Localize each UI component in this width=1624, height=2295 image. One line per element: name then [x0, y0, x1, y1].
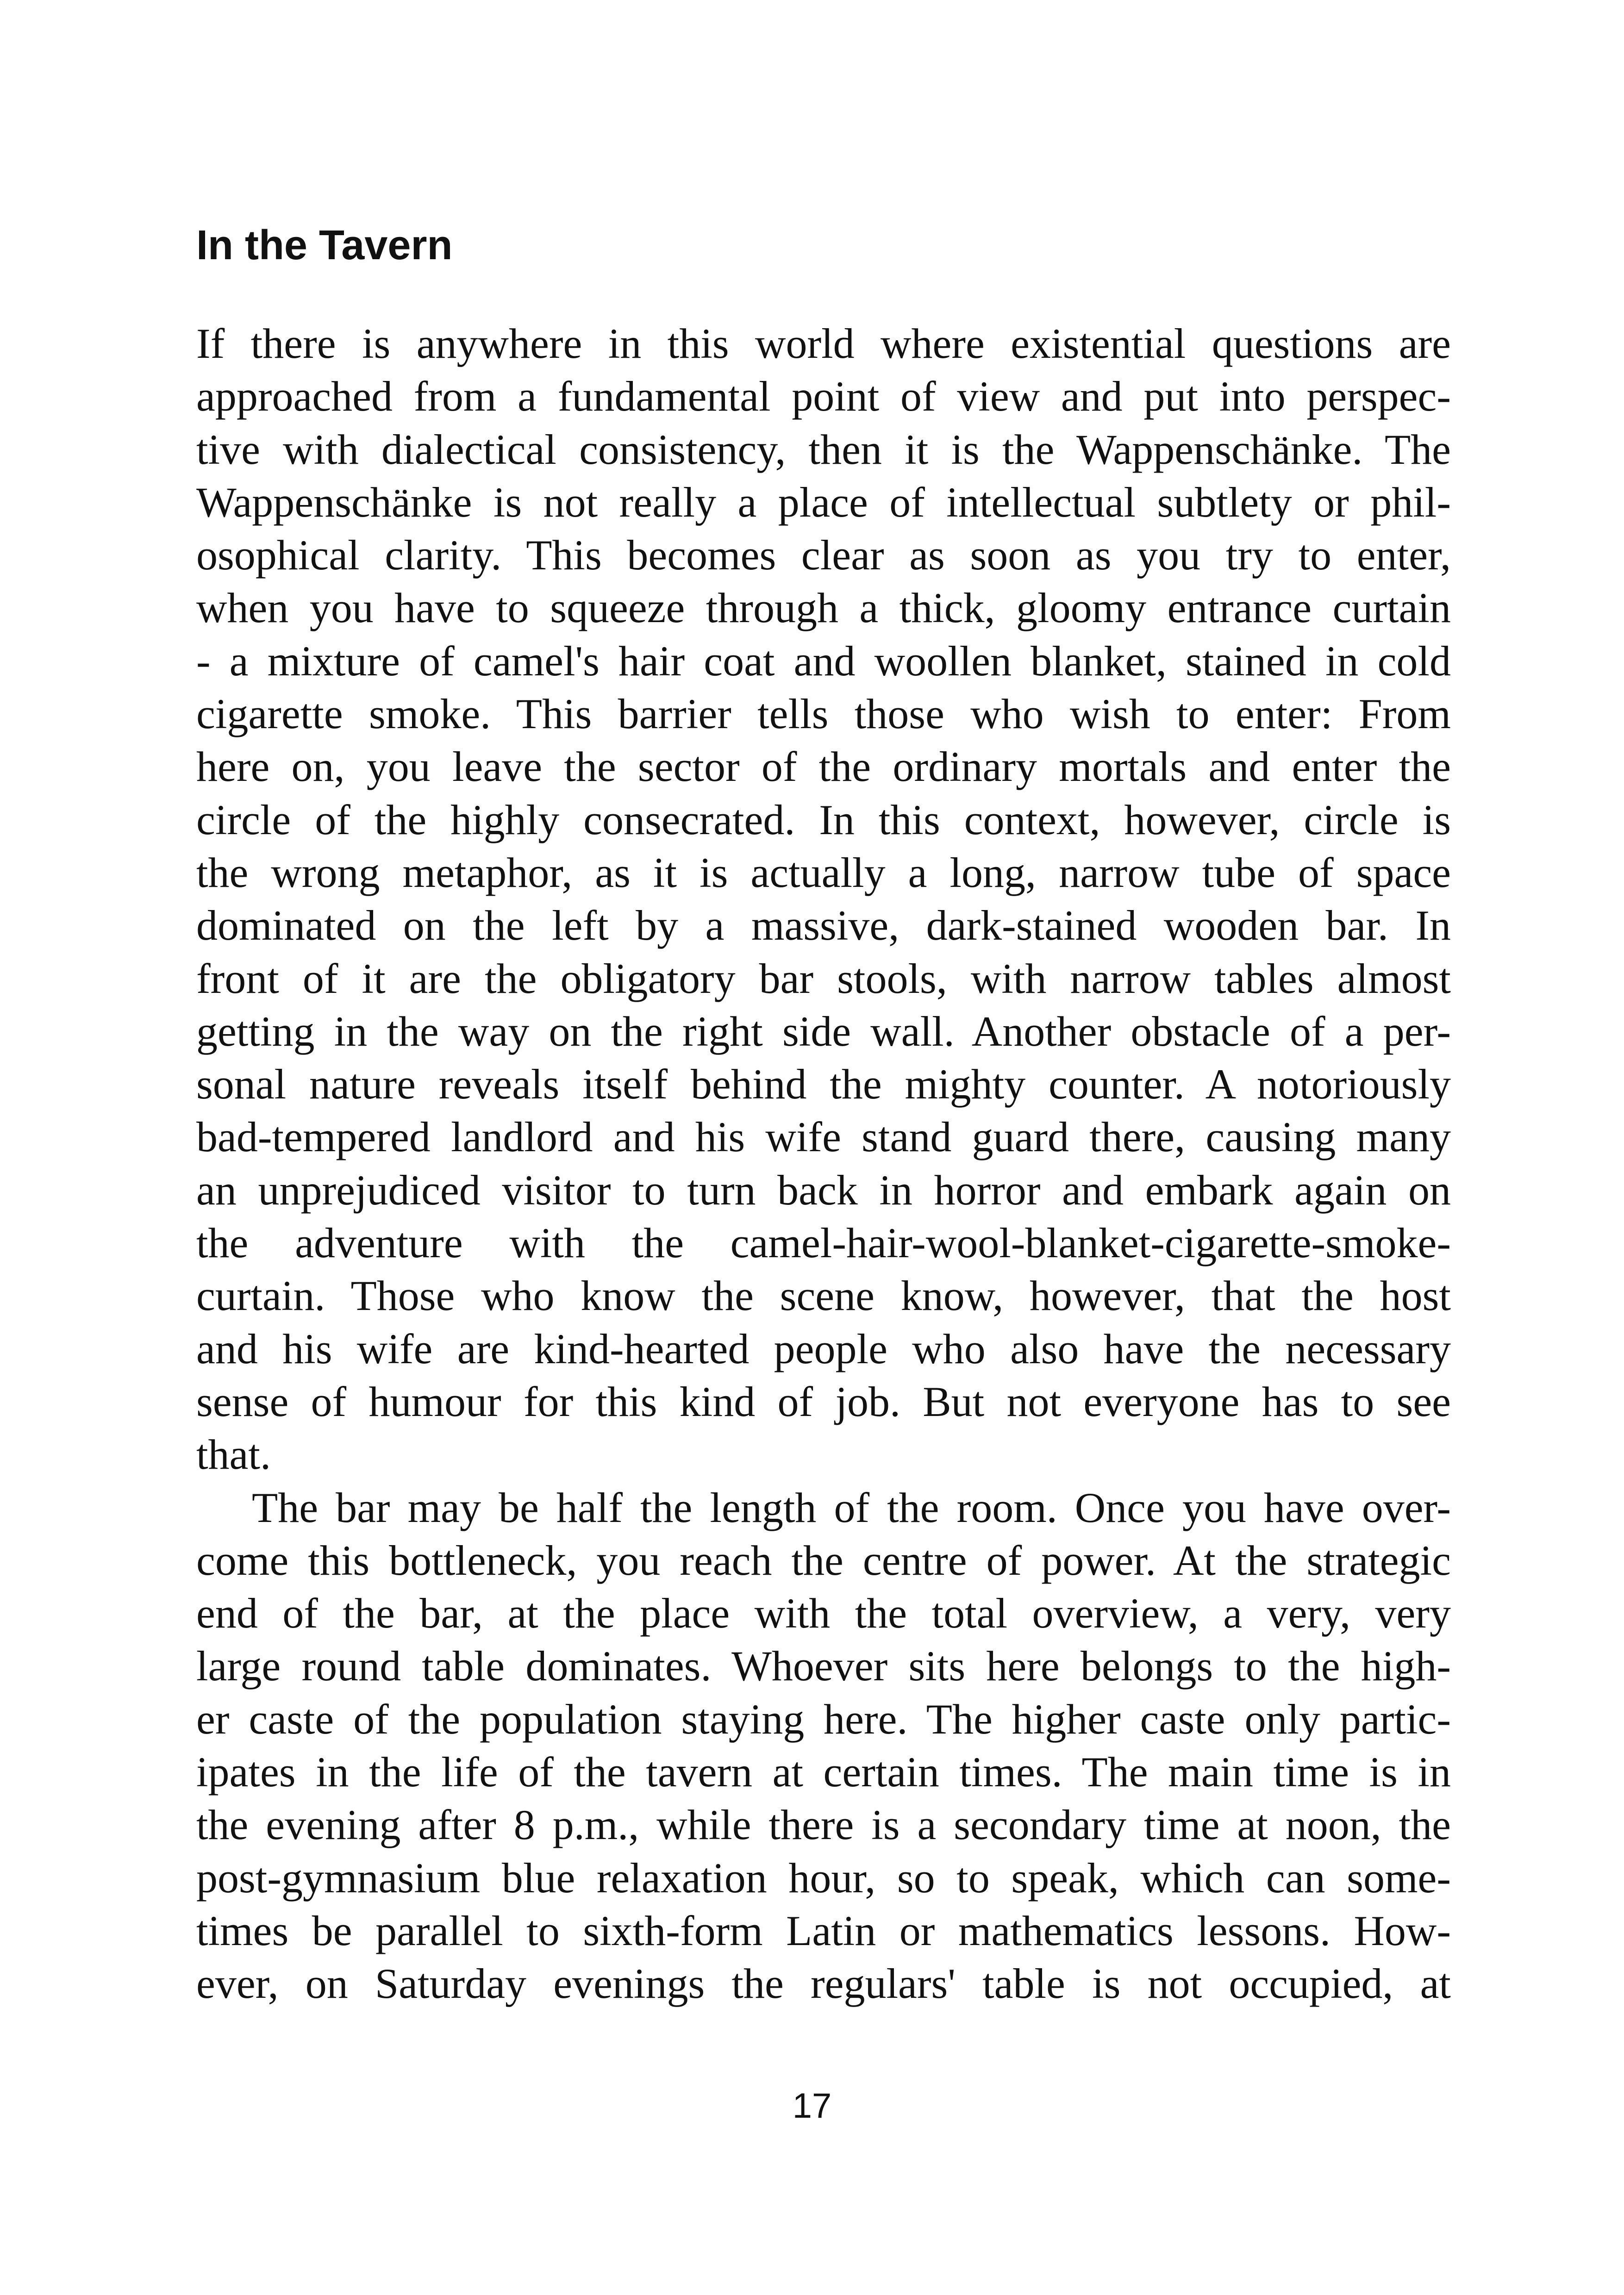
text-line: approached from a fundamental point of view and put into perspec-: [196, 373, 1451, 420]
text-line: curtain. Those who know the scene know, however, that the host: [196, 1272, 1451, 1320]
chapter-title: In the Tavern: [196, 222, 453, 268]
text-line: and his wife are kind-hearted people who also have the necessary: [196, 1325, 1451, 1372]
text-line: bad-tempered landlord and his wife stand guard there, causing many: [196, 1113, 1451, 1161]
text-line: front of it are the obligatory bar stools, with narrow tables almost: [196, 954, 1451, 1002]
text-line: an unprejudiced visitor to turn back in horror and embark again on: [196, 1166, 1451, 1214]
text-line: the evening after 8 p.m., while there is a secondary time at noon, the: [196, 1801, 1451, 1849]
text-line: times be parallel to sixth-form Latin or mathematics lessons. How-: [196, 1907, 1451, 1954]
text-line: sense of humour for this kind of job. But not everyone has to see: [196, 1378, 1451, 1425]
text-line: If there is anywhere in this world where existential questions are: [196, 320, 1451, 367]
paragraph: [196, 1481, 1451, 2010]
text-line: getting in the way on the right side wall. Another obstacle of a per-: [196, 1007, 1451, 1055]
text-line: the wrong metaphor, as it is actually a long, narrow tube of space: [196, 848, 1451, 896]
text-line: osophical clarity. This becomes clear as soon as you try to enter,: [196, 531, 1451, 579]
text-line: large round table dominates. Whoever sits here belongs to the high-: [196, 1642, 1451, 1690]
text-line: cigarette smoke. This barrier tells those who wish to enter: From: [196, 690, 1451, 738]
text-line: er caste of the population staying here. The higher caste only partic-: [196, 1695, 1451, 1743]
text-line: when you have to squeeze through a thick, gloomy entrance curtain: [196, 584, 1451, 632]
text-line: Wappenschänke is not really a place of intellectual subtlety or phil-: [196, 478, 1451, 526]
body-text: [196, 317, 1451, 2010]
text-line: - a mixture of camel's hair coat and woollen blanket, stained in cold: [196, 637, 1451, 685]
text-line: post-gymnasium blue relaxation hour, so to speak, which can some-: [196, 1854, 1451, 1902]
paragraph: [196, 317, 1451, 1481]
text-line: dominated on the left by a massive, dark-stained wooden bar. In: [196, 902, 1451, 949]
text-line: the adventure with the camel-hair-wool-blanket-cigarette-smoke-: [196, 1219, 1451, 1267]
text-line: ipates in the life of the tavern at certain times. The main time is in: [196, 1748, 1451, 1796]
text-line: circle of the highly consecrated. In this context, however, circle is: [196, 796, 1451, 843]
page-number: 17: [792, 2086, 832, 2126]
text-line: ever, on Saturday evenings the regulars' table is not occupied, at: [196, 1960, 1451, 2008]
text-line: end of the bar, at the place with the total overview, a very, very: [196, 1590, 1451, 1637]
text-line: come this bottleneck, you reach the centre of power. At the strategic: [196, 1536, 1451, 1584]
text-line: tive with dialectical consistency, then it is the Wappenschänke. The: [196, 425, 1451, 473]
text-line: here on, you leave the sector of the ordinary mortals and enter the: [196, 743, 1451, 791]
text-line: sonal nature reveals itself behind the mighty counter. A notoriously: [196, 1060, 1451, 1108]
text-line: The bar may be half the length of the room. Once you have over-: [252, 1484, 1451, 1531]
text-line: that.: [196, 1431, 271, 1478]
